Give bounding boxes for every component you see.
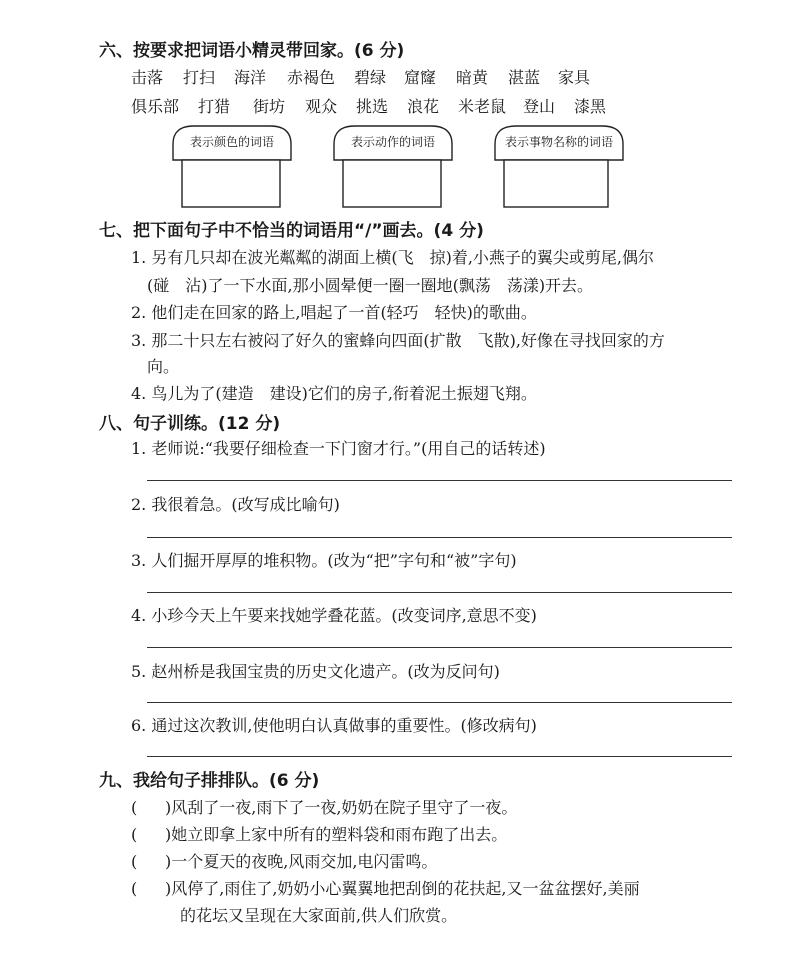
word: 观众 [305, 97, 338, 116]
house-object-words [492, 122, 626, 210]
order-blank[interactable]: ( ) [131, 825, 172, 844]
word: 窟窿 [404, 68, 437, 87]
section-9-title: 九、我给句子排排队。(6 分) [99, 771, 320, 791]
ordering-item: ( )一个夏天的夜晚,风雨交加,电闪雷鸣。 [131, 852, 438, 871]
exercise-line: 1. 另有几只却在波光粼粼的湖面上横(飞 掠)着,小燕子的翼尖或剪尾,偶尔 [131, 248, 655, 267]
house-label: 表示事物名称的词语 [504, 135, 613, 149]
exercise-line: 向。 [147, 357, 180, 376]
exercise-item: 5. 赵州桥是我国宝贵的历史文化遗产。(改为反问句) [131, 662, 500, 681]
word: 浪花 [407, 97, 440, 116]
house-color-words [170, 122, 294, 210]
house-label: 表示动作的词语 [350, 135, 435, 149]
word: 米老鼠 [458, 97, 507, 116]
exercise-item: 3. 人们掘开厚厚的堆积物。(改为“把”字句和“被”字句) [131, 551, 517, 570]
word: 湛蓝 [508, 68, 541, 87]
word: 家具 [558, 68, 591, 87]
word: 俱乐部 [131, 97, 180, 116]
exercise-item: 6. 通过这次教训,使他明白认真做事的重要性。(修改病句) [131, 716, 537, 735]
exercise-item: 1. 老师说:“我要仔细检查一下门窗才行。”(用自己的话转述) [131, 439, 546, 458]
order-blank[interactable]: ( ) [131, 879, 172, 898]
word: 街坊 [253, 97, 286, 116]
word: 赤褐色 [287, 68, 336, 87]
ordering-item: ( )风停了,雨住了,奶奶小心翼翼地把刮倒的花扶起,又一盆盆摆好,美丽 [131, 879, 640, 898]
exercise-item: 2. 我很着急。(改写成比喻句) [131, 495, 340, 514]
house-action-words [331, 122, 455, 210]
word: 击落 [131, 68, 164, 87]
ordering-item: ( )风刮了一夜,雨下了一夜,奶奶在院子里守了一夜。 [131, 798, 518, 817]
section-6-title: 六、按要求把词语小精灵带回家。(6 分) [99, 41, 405, 61]
word: 海洋 [234, 68, 267, 87]
exercise-line: 2. 他们走在回家的路上,唱起了一首(轻巧 轻快)的歌曲。 [131, 303, 537, 322]
order-blank[interactable]: ( ) [131, 798, 172, 817]
order-blank[interactable]: ( ) [131, 852, 172, 871]
word: 打猎 [198, 97, 231, 116]
exercise-line: 3. 那二十只左右被闷了好久的蜜蜂向四面(扩散 飞散),好像在寻找回家的方 [131, 331, 665, 350]
word: 碧绿 [354, 68, 387, 87]
word: 打扫 [183, 68, 216, 87]
word: 登山 [523, 97, 556, 116]
answer-line[interactable] [147, 756, 732, 757]
exercise-line: (碰 沾)了一下水面,那小圆晕便一圈一圈地(飘荡 荡漾)开去。 [147, 276, 594, 295]
word: 挑选 [356, 97, 389, 116]
answer-line[interactable] [147, 592, 732, 593]
answer-line[interactable] [147, 647, 732, 648]
exercise-item: 4. 小珍今天上午要来找她学叠花蓝。(改变词序,意思不变) [131, 606, 537, 625]
house-label: 表示颜色的词语 [189, 135, 274, 149]
ordering-item-continued: 的花坛又呈现在大家面前,供人们欣赏。 [180, 906, 458, 925]
exercise-line: 4. 鸟儿为了(建造 建设)它们的房子,衔着泥土振翅飞翔。 [131, 384, 537, 403]
ordering-item: ( )她立即拿上家中所有的塑料袋和雨布跑了出去。 [131, 825, 508, 844]
answer-line[interactable] [147, 537, 732, 538]
answer-line[interactable] [147, 702, 732, 703]
word: 暗黄 [456, 68, 489, 87]
answer-line[interactable] [147, 480, 732, 481]
section-8-title: 八、句子训练。(12 分) [99, 414, 281, 434]
word: 漆黑 [574, 97, 607, 116]
section-7-title: 七、把下面句子中不恰当的词语用“/”画去。(4 分) [99, 221, 484, 241]
